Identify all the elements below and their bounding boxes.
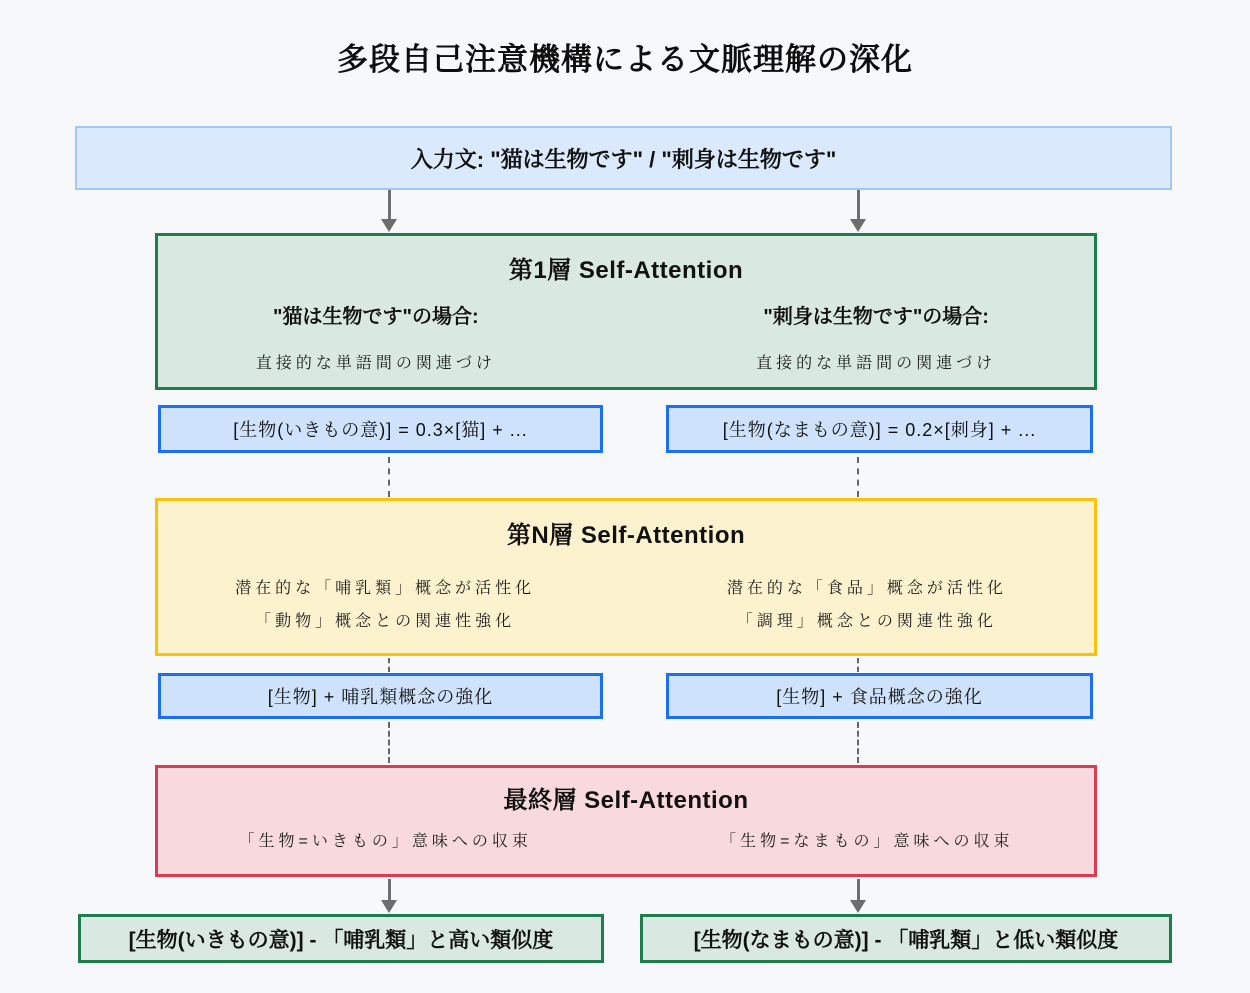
layer1-columns xyxy=(158,300,1094,373)
dashed-connector-left xyxy=(388,722,390,763)
layer1-left-case: "猫は生物です"の場合: xyxy=(273,306,479,328)
final-layer-columns xyxy=(158,828,1094,851)
layerN-left-column xyxy=(180,572,590,638)
layer1-right-column xyxy=(702,300,1050,373)
dashed-connector-right xyxy=(857,457,859,497)
layerN-columns xyxy=(158,572,1094,638)
layer1-right-case: "刺身は生物です"の場合: xyxy=(763,306,989,328)
arrow-head-icon xyxy=(381,900,397,913)
final-layer-left-text: 「生物=いきもの」意味への収束 xyxy=(238,833,532,850)
arrow-shaft xyxy=(388,190,391,221)
formula2-left-box xyxy=(158,673,603,719)
layerN-right-line1: 潜在的な「食品」概念が活性化 xyxy=(726,580,1007,597)
formula1-left-box xyxy=(158,405,603,453)
layerN-right-column xyxy=(662,572,1072,638)
arrow-head-icon xyxy=(850,900,866,913)
page-title: 多段自己注意機構による文脈理解の深化 xyxy=(337,42,913,77)
dashed-connector-right xyxy=(857,658,859,672)
final-layer-left-column xyxy=(180,828,590,851)
formula2-right-text: [生物] + 食品概念の強化 xyxy=(776,687,983,707)
layerN-right-line2: 「調理」概念との関連性強化 xyxy=(736,613,997,630)
arrow-shaft xyxy=(857,190,860,221)
formula2-left-text: [生物] + 哺乳類概念の強化 xyxy=(267,687,494,707)
layer1-title: 第1層 Self-Attention xyxy=(508,257,744,284)
dashed-connector-right xyxy=(857,722,859,763)
output-box-right xyxy=(640,914,1172,963)
layer1-right-detail: 直接的な単語間の関連づけ xyxy=(756,355,997,372)
arrow-head-icon xyxy=(850,219,866,232)
layerN-title: 第N層 Self-Attention xyxy=(506,522,746,549)
arrow-shaft xyxy=(388,879,391,902)
input-sentence-text: 入力文: "猫は生物です" / "刺身は生物です" xyxy=(410,146,837,172)
arrow-head-icon xyxy=(381,219,397,232)
input-sentence-box xyxy=(75,126,1172,190)
layerN-box xyxy=(155,498,1097,656)
layer1-box xyxy=(155,233,1097,390)
output-right-text: [生物(なまもの意)] - 「哺乳類」と低い類似度 xyxy=(693,928,1119,952)
formula1-left-text: [生物(いきもの意)] = 0.3×[猫] + ... xyxy=(233,420,528,440)
output-left-text: [生物(いきもの意)] - 「哺乳類」と高い類似度 xyxy=(128,928,554,952)
layer1-left-detail: 直接的な単語間の関連づけ xyxy=(255,355,496,372)
layerN-left-line1: 潜在的な「哺乳類」概念が活性化 xyxy=(235,580,536,597)
final-layer-right-column xyxy=(662,828,1072,851)
formula1-right-text: [生物(なまもの意)] = 0.2×[刺身] + ... xyxy=(722,420,1037,440)
output-box-left xyxy=(78,914,604,963)
final-layer-right-text: 「生物=なまもの」意味への収束 xyxy=(720,833,1014,850)
arrow-shaft xyxy=(857,879,860,902)
formula2-right-box xyxy=(666,673,1093,719)
final-layer-title: 最終層 Self-Attention xyxy=(503,787,749,814)
dashed-connector-left xyxy=(388,658,390,672)
layerN-left-line2: 「動物」概念との関連性強化 xyxy=(255,613,516,630)
layer1-left-column xyxy=(202,300,550,373)
final-layer-box xyxy=(155,765,1097,877)
dashed-connector-left xyxy=(388,457,390,497)
formula1-right-box xyxy=(666,405,1093,453)
